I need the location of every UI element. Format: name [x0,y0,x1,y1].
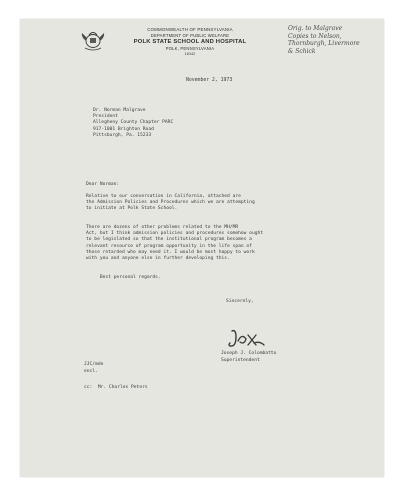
signer-title: Superintendent [221,358,260,363]
letterhead [131,27,249,57]
enclosure-note: encl. [84,369,98,374]
paragraph-line: to initiate at Polk State School. [86,206,178,212]
letterhead-institution: POLK STATE SCHOOL AND HOSPITAL [133,39,247,46]
paragraph-line: to be legislated so that the institutional program becomes a [86,237,252,243]
signer-name: Joseph J. Colombatto [221,351,277,356]
paragraph-line: those retarded who may need it. I would be most happy to work [86,249,255,255]
letterhead-commonwealth: COMMONWEALTH OF PENNSYLVANIA [147,27,233,32]
recipient-address [93,108,173,139]
recipient-line: 917-1001 Brighton Road [93,126,154,132]
paragraph-line: the Admission Policies and Procedures which we are attempting [86,200,255,206]
closing-regards: Best personal regards. [86,275,161,280]
paragraph-line: relevant resource of program opportunity in the life span of [86,243,252,249]
letterhead-zip: 16342 [184,52,196,56]
handwritten-line: Copies to Nelson, [288,32,342,40]
paragraph-line: Relative to our conversation in California, attached are [86,194,241,199]
paragraph-line: There are dozens of other problems related to the MH/MR [86,225,239,230]
closing-sincerely: Sincerely, [226,299,254,304]
handwritten-line: Thornburgh, Livermore [288,40,360,47]
paragraph-line: Act, but I think admission policies and procedures somehow ought [86,231,264,237]
handwritten-line: Orig. to Malgrave [288,25,343,32]
signature-icon [226,327,266,351]
handwritten-line: & Schick [288,47,316,55]
letter-page [20,19,384,477]
paragraph-2 [86,225,263,262]
paragraph-1 [86,194,255,213]
typist-initials: JJC/mde [84,362,104,367]
carbon-copy-line: cc: Mr. Charles Peters [84,385,148,390]
salutation: Dear Norman: [86,182,120,187]
recipient-line: Dr. Norman Malgrave [93,108,146,113]
letterhead-department: DEPARTMENT OF PUBLIC WELFARE [150,33,230,39]
state-seal-icon [80,29,106,53]
handwritten-routing-note [288,25,384,55]
recipient-line: Allegheny County Chapter PARC [93,120,174,126]
paragraph-line: with you and anyone else in further developing this. [86,256,230,262]
letter-date: November 2, 1973 [186,78,233,83]
letterhead-location: POLK, PENNSYLVANIA [165,46,215,52]
recipient-line: President [93,114,118,120]
recipient-line: Pittsburgh, Pa. 15233 [93,132,152,138]
